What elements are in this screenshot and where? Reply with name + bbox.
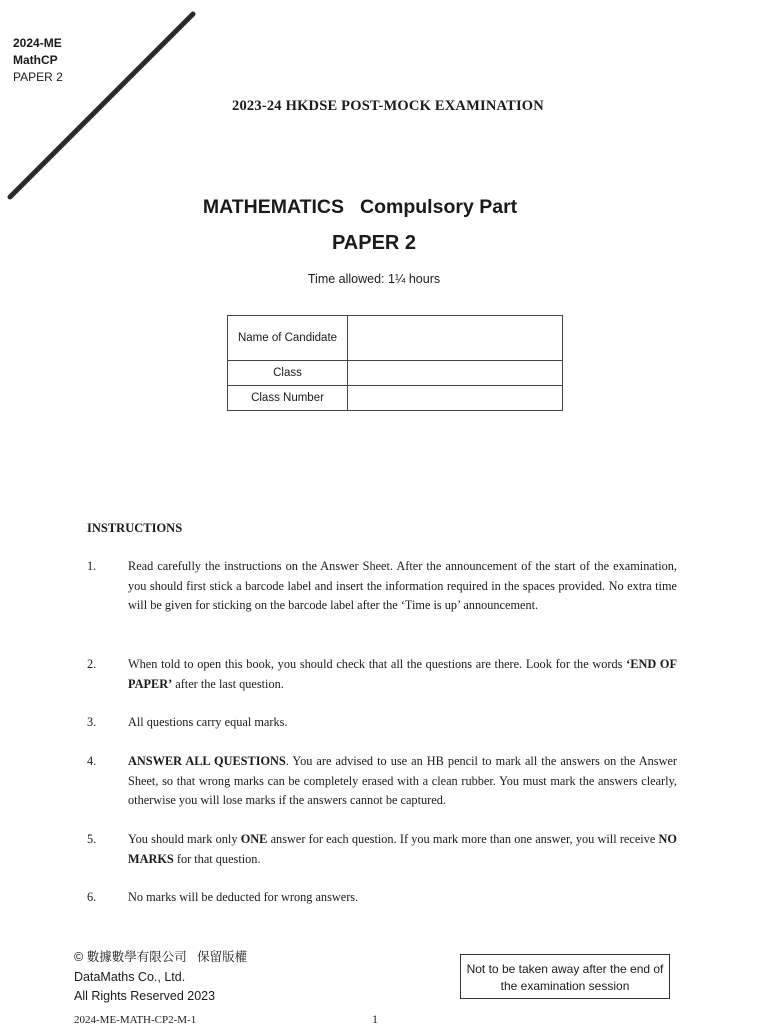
instruction-text-part: When told to open this book, you should check that all the questions are there. Look for the words [128, 657, 627, 671]
instruction-text-bold: ANSWER ALL QUESTIONS [128, 754, 286, 768]
instruction-text-part: . You are advised to use an HB pencil to mark all the answers on the Answer Sheet, so that wrong marks can be completely erased with a clean rubber. You must mark the answers clearly, otherwise you will lose marks if the answers cannot be captured. [128, 754, 677, 808]
instructions-heading: INSTRUCTIONS [87, 521, 183, 535]
instruction-text-bold: ONE [240, 832, 268, 846]
time-allowed: Time allowed: 1¼ hours [307, 272, 441, 286]
instruction-number: 5. [87, 832, 97, 846]
candidate-table [227, 315, 563, 411]
instruction-item [87, 830, 677, 869]
candidate-class-field[interactable] [348, 361, 563, 386]
instruction-number: 1. [87, 559, 97, 573]
page-number: 1 [372, 1012, 378, 1026]
candidate-name-field[interactable] [348, 316, 563, 361]
instruction-item [87, 752, 677, 811]
candidate-label: Class Number [228, 386, 348, 411]
rights-reserved: All Rights Reserved 2023 [74, 989, 216, 1003]
code-line-2: MathCP [13, 53, 58, 67]
subject-name: MATHEMATICS [202, 196, 345, 218]
publisher-chinese: 數據數學有限公司 [86, 950, 187, 964]
publisher-name: DataMaths Co., Ltd. [74, 969, 186, 984]
code-line-3: PAPER 2 [13, 70, 63, 84]
copyright-block [74, 948, 247, 1007]
instruction-text-bold: NO MARKS [128, 832, 677, 866]
instruction-number: 6. [87, 890, 97, 904]
candidate-row-name [228, 316, 563, 361]
instruction-text [128, 752, 677, 811]
instruction-item [87, 713, 677, 733]
rights-chinese: 保留版權 [197, 950, 248, 964]
instruction-number: 3. [87, 715, 97, 729]
instruction-text [128, 888, 677, 908]
instruction-number: 2. [87, 657, 97, 671]
candidate-row-class [228, 361, 563, 386]
instruction-text-part: answer for each question. If you mark more than one answer, you will receive [267, 832, 659, 846]
instruction-text [128, 713, 677, 733]
instruction-text-part: after the last question. [172, 676, 284, 691]
notice-box: Not to be taken away after the end of the examination session [460, 954, 670, 999]
instruction-text [128, 655, 677, 694]
instruction-text-part: Read carefully the instructions on the Answer Sheet. After the announcement of the start of the examination, you should first stick a barcode label and insert the information required in the spaces provided. No extra time will be given for sticking on the barcode label after the ‘Time is up’ announcement. [128, 559, 677, 613]
instruction-item [87, 888, 677, 908]
instruction-item [87, 557, 677, 616]
instruction-text-part: All questions carry equal marks. [128, 715, 288, 729]
page-code: 2024-ME-MATH-CP2-M-1 [74, 1014, 197, 1026]
subject-part: Compulsory Part [360, 196, 518, 218]
candidate-row-class-number [228, 386, 563, 411]
instruction-text-bold: ‘END OF PAPER’ [128, 657, 677, 691]
paper-title: PAPER 2 [331, 232, 417, 254]
exam-title: 2023-24 HKDSE POST-MOCK EXAMINATION [232, 98, 544, 114]
copyright-line-chinese [74, 948, 247, 968]
subject-title [0, 196, 720, 219]
code-line-1: 2024-ME [13, 36, 62, 50]
instruction-text-part: No marks will be deducted for wrong answers. [128, 890, 359, 904]
instruction-text-part: You should mark only [128, 832, 241, 846]
candidate-class-number-field[interactable] [348, 386, 563, 411]
candidate-label: Class [228, 361, 348, 386]
instruction-text-part: for that question. [173, 851, 261, 866]
instruction-number: 4. [87, 754, 97, 768]
candidate-label: Name of Candidate [228, 316, 348, 361]
instruction-text [128, 557, 677, 616]
copyright-icon: © [74, 950, 84, 964]
instruction-text [128, 830, 677, 869]
paper-code-block [13, 35, 63, 86]
instruction-item [87, 655, 677, 694]
